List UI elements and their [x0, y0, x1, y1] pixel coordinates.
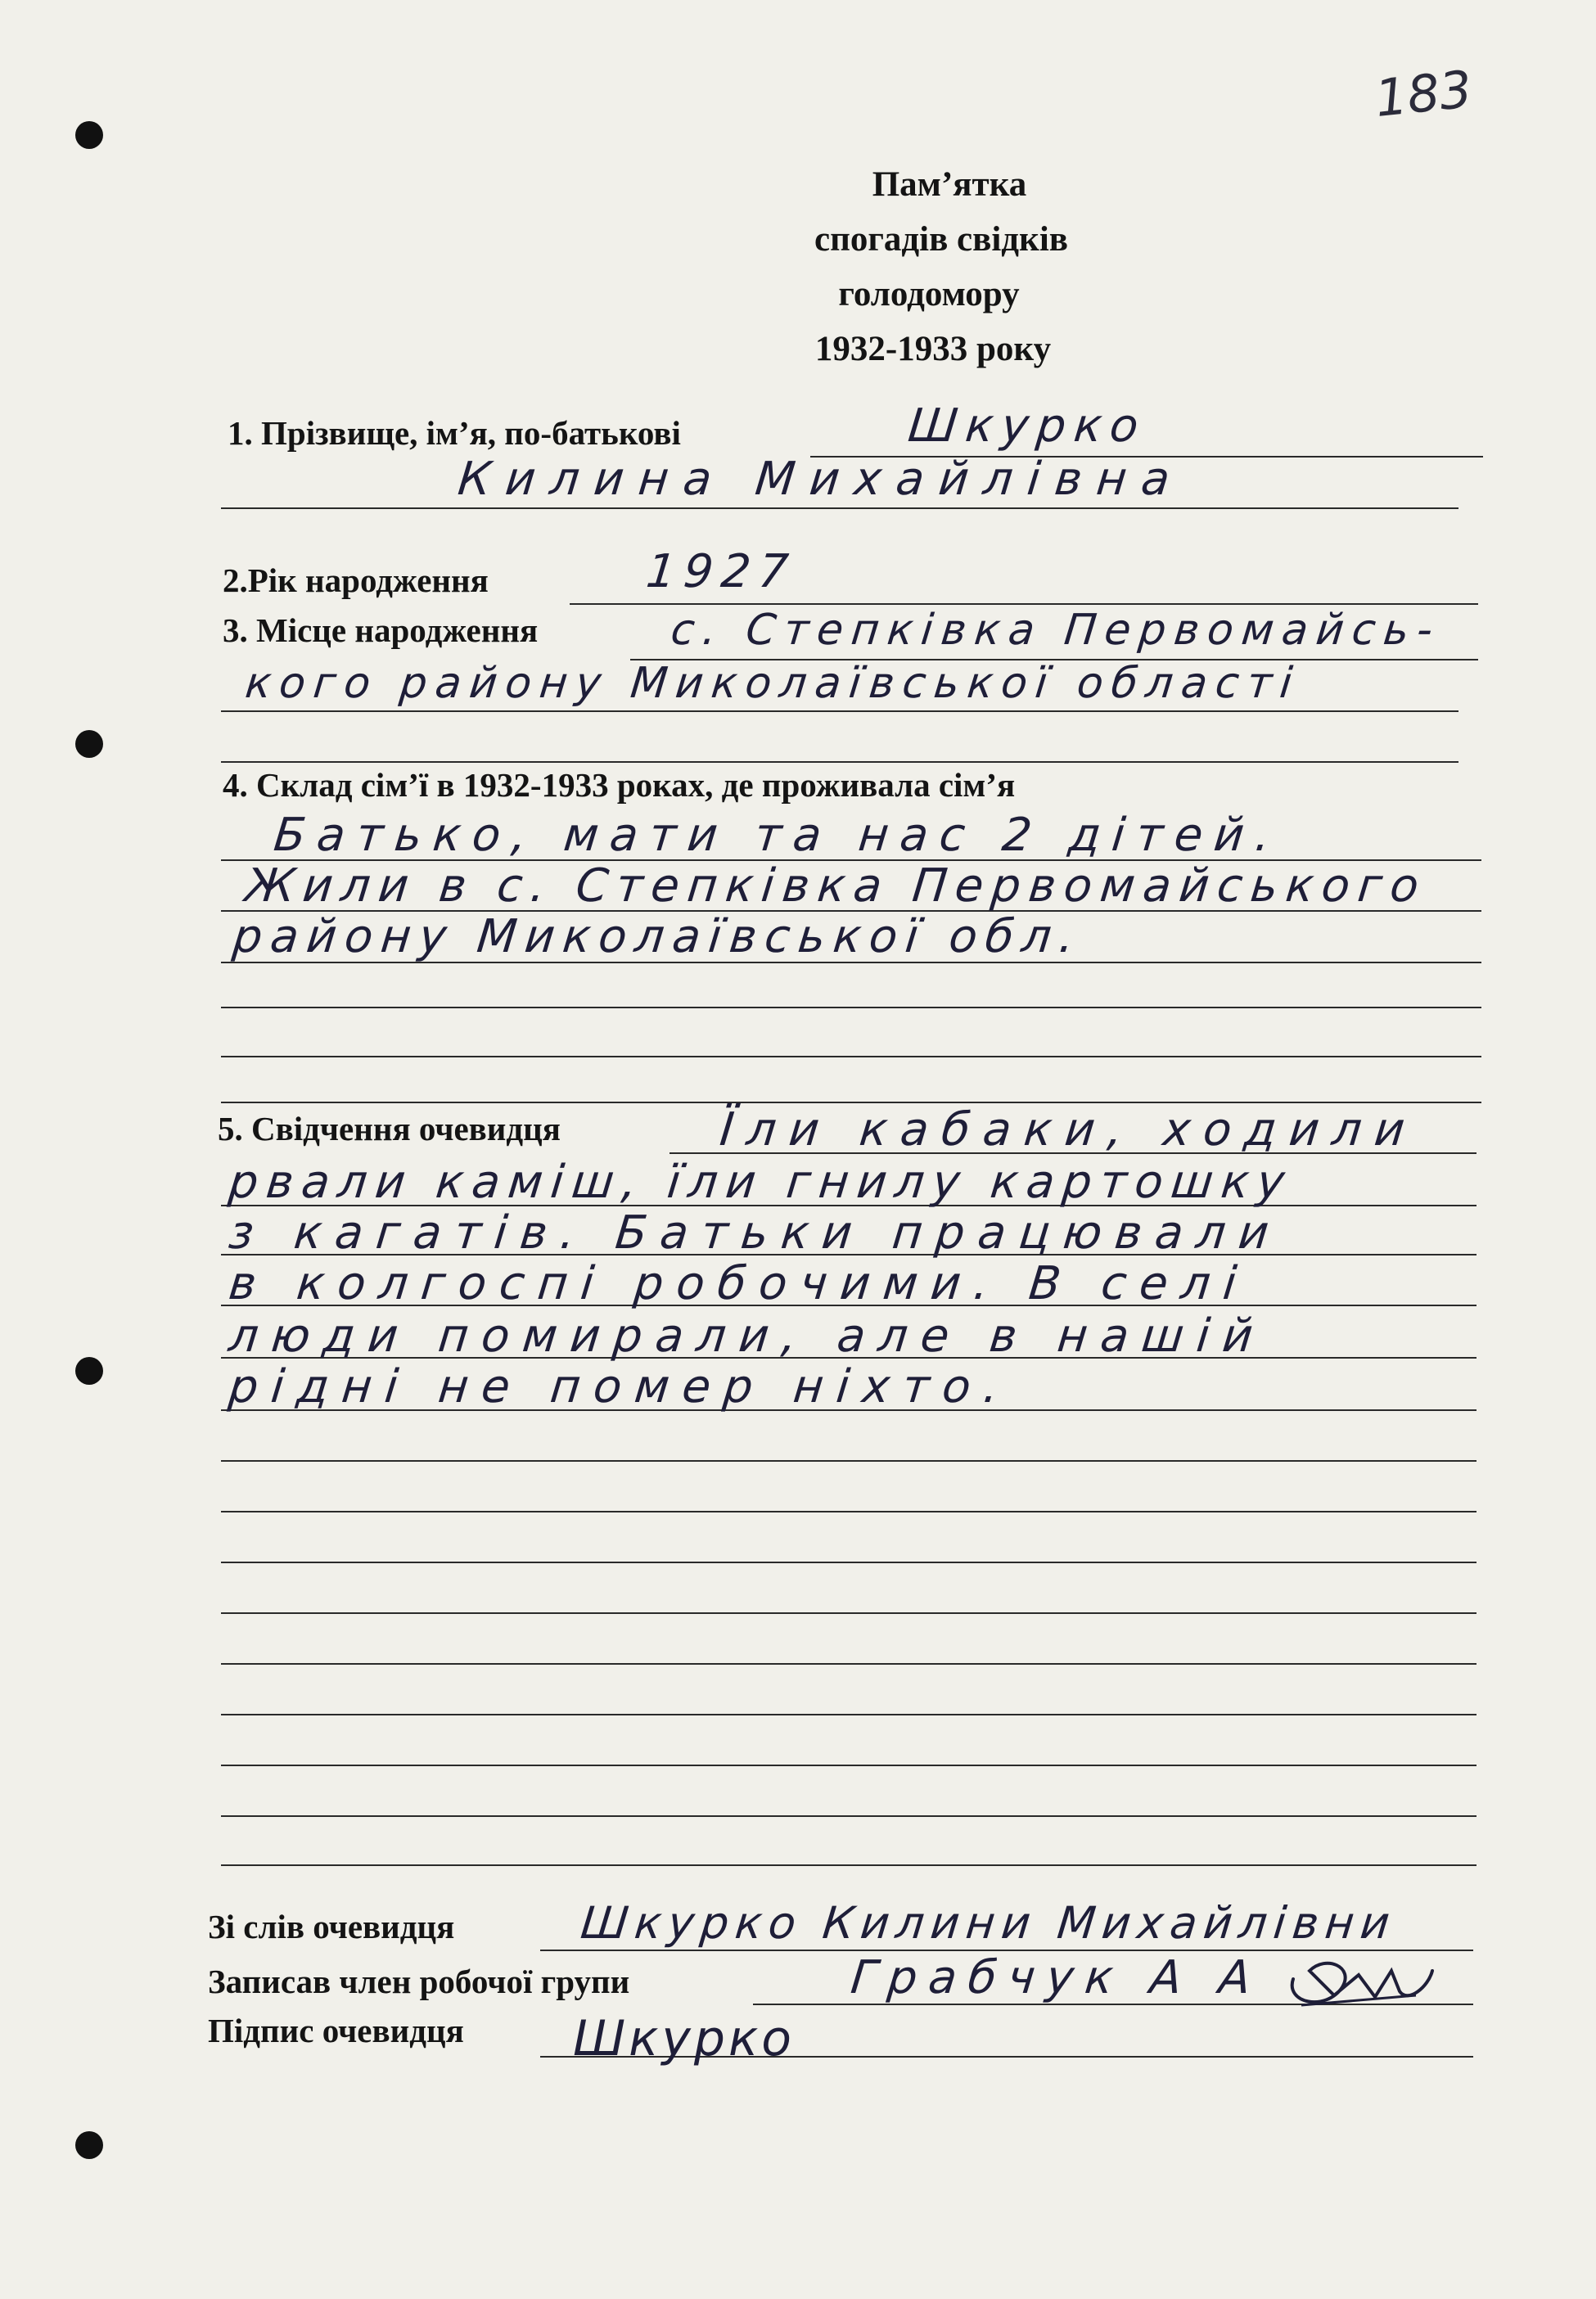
- title-line-1: Пам’ятка: [872, 165, 1027, 204]
- page-number: 183: [1372, 59, 1475, 128]
- title-line-2: спогадів свідків: [814, 220, 1068, 259]
- testimony-line-4: в колгоспі робочими. В селі: [226, 1257, 1252, 1310]
- testimony-rule-15: [221, 1864, 1477, 1866]
- family-line-3: району Миколаївської обл.: [230, 910, 1085, 963]
- from-words-value: Шкурко Килини Михайлівни: [578, 1897, 1399, 1949]
- testimony-line-1: Їли кабаки, ходили: [717, 1103, 1421, 1156]
- testimony-rule-7: [221, 1460, 1477, 1462]
- testimony-rule-10: [221, 1612, 1477, 1614]
- testimony-rule-13: [221, 1765, 1477, 1766]
- testimony-rule-14: [221, 1815, 1477, 1817]
- testimony-rule-9: [221, 1562, 1477, 1563]
- birth-place-line-2: кого району Миколаївської області: [242, 659, 1303, 708]
- birth-place-line-1: с. Степківка Первомайсь-: [668, 606, 1444, 655]
- name-given: Килина Михайлівна: [455, 453, 1188, 506]
- recorded-by-label: Записав член робочої групи: [208, 1963, 630, 2000]
- punch-hole: [75, 121, 103, 149]
- name-rule-2: [221, 507, 1458, 509]
- title-line-4: 1932-1933 року: [814, 330, 1052, 368]
- testimony-line-2: рвали каміш, їли гнилу картошку: [226, 1156, 1296, 1209]
- birth-place-rule-3: [221, 761, 1458, 763]
- testimony-line-5: люди помирали, але в нашій: [226, 1310, 1269, 1363]
- testimony-line-3: з кагатів. Батьки працювали: [226, 1206, 1285, 1260]
- testimony-rule-11: [221, 1663, 1477, 1665]
- testimony-rule-12: [221, 1714, 1477, 1715]
- birth-place-label: 3. Місце народження: [223, 611, 539, 649]
- testimony-line-6: рідні не помер ніхто.: [226, 1360, 1015, 1413]
- name-label: 1. Прізвище, ім’я, по-батькові: [228, 414, 681, 452]
- testimony-label: 5. Свідчення очевидця: [218, 1110, 561, 1147]
- birth-place-rule-2: [221, 710, 1458, 712]
- family-rule-5: [221, 1056, 1481, 1057]
- punch-hole: [75, 2131, 103, 2159]
- family-line-2: Жили в с. Степківка Первомайського: [242, 859, 1430, 913]
- family-line-1: Батько, мати та нас 2 дітей.: [271, 809, 1285, 862]
- recorder-signature: [1277, 1946, 1440, 2020]
- birth-year-label: 2.Рік народження: [223, 561, 489, 599]
- testimony-rule-8: [221, 1511, 1477, 1512]
- punch-hole: [75, 1357, 103, 1385]
- title-line-3: голодомору: [838, 275, 1020, 313]
- from-words-label: Зі слів очевидця: [208, 1908, 455, 1945]
- signature-label: Підпис очевидця: [208, 2012, 464, 2049]
- birth-year-value: 1927: [643, 545, 799, 598]
- recorded-by-value: Грабчук А А: [848, 1951, 1265, 2004]
- punch-hole: [75, 730, 103, 758]
- birth-year-rule: [570, 603, 1478, 605]
- document-title: [737, 157, 1162, 376]
- family-label: 4. Склад сім’ї в 1932-1933 роках, де проживала сім’я: [223, 766, 1016, 804]
- witness-signature: Шкурко: [573, 2010, 795, 2067]
- family-rule-4: [221, 1007, 1481, 1008]
- name-surname: Шкурко: [905, 399, 1149, 453]
